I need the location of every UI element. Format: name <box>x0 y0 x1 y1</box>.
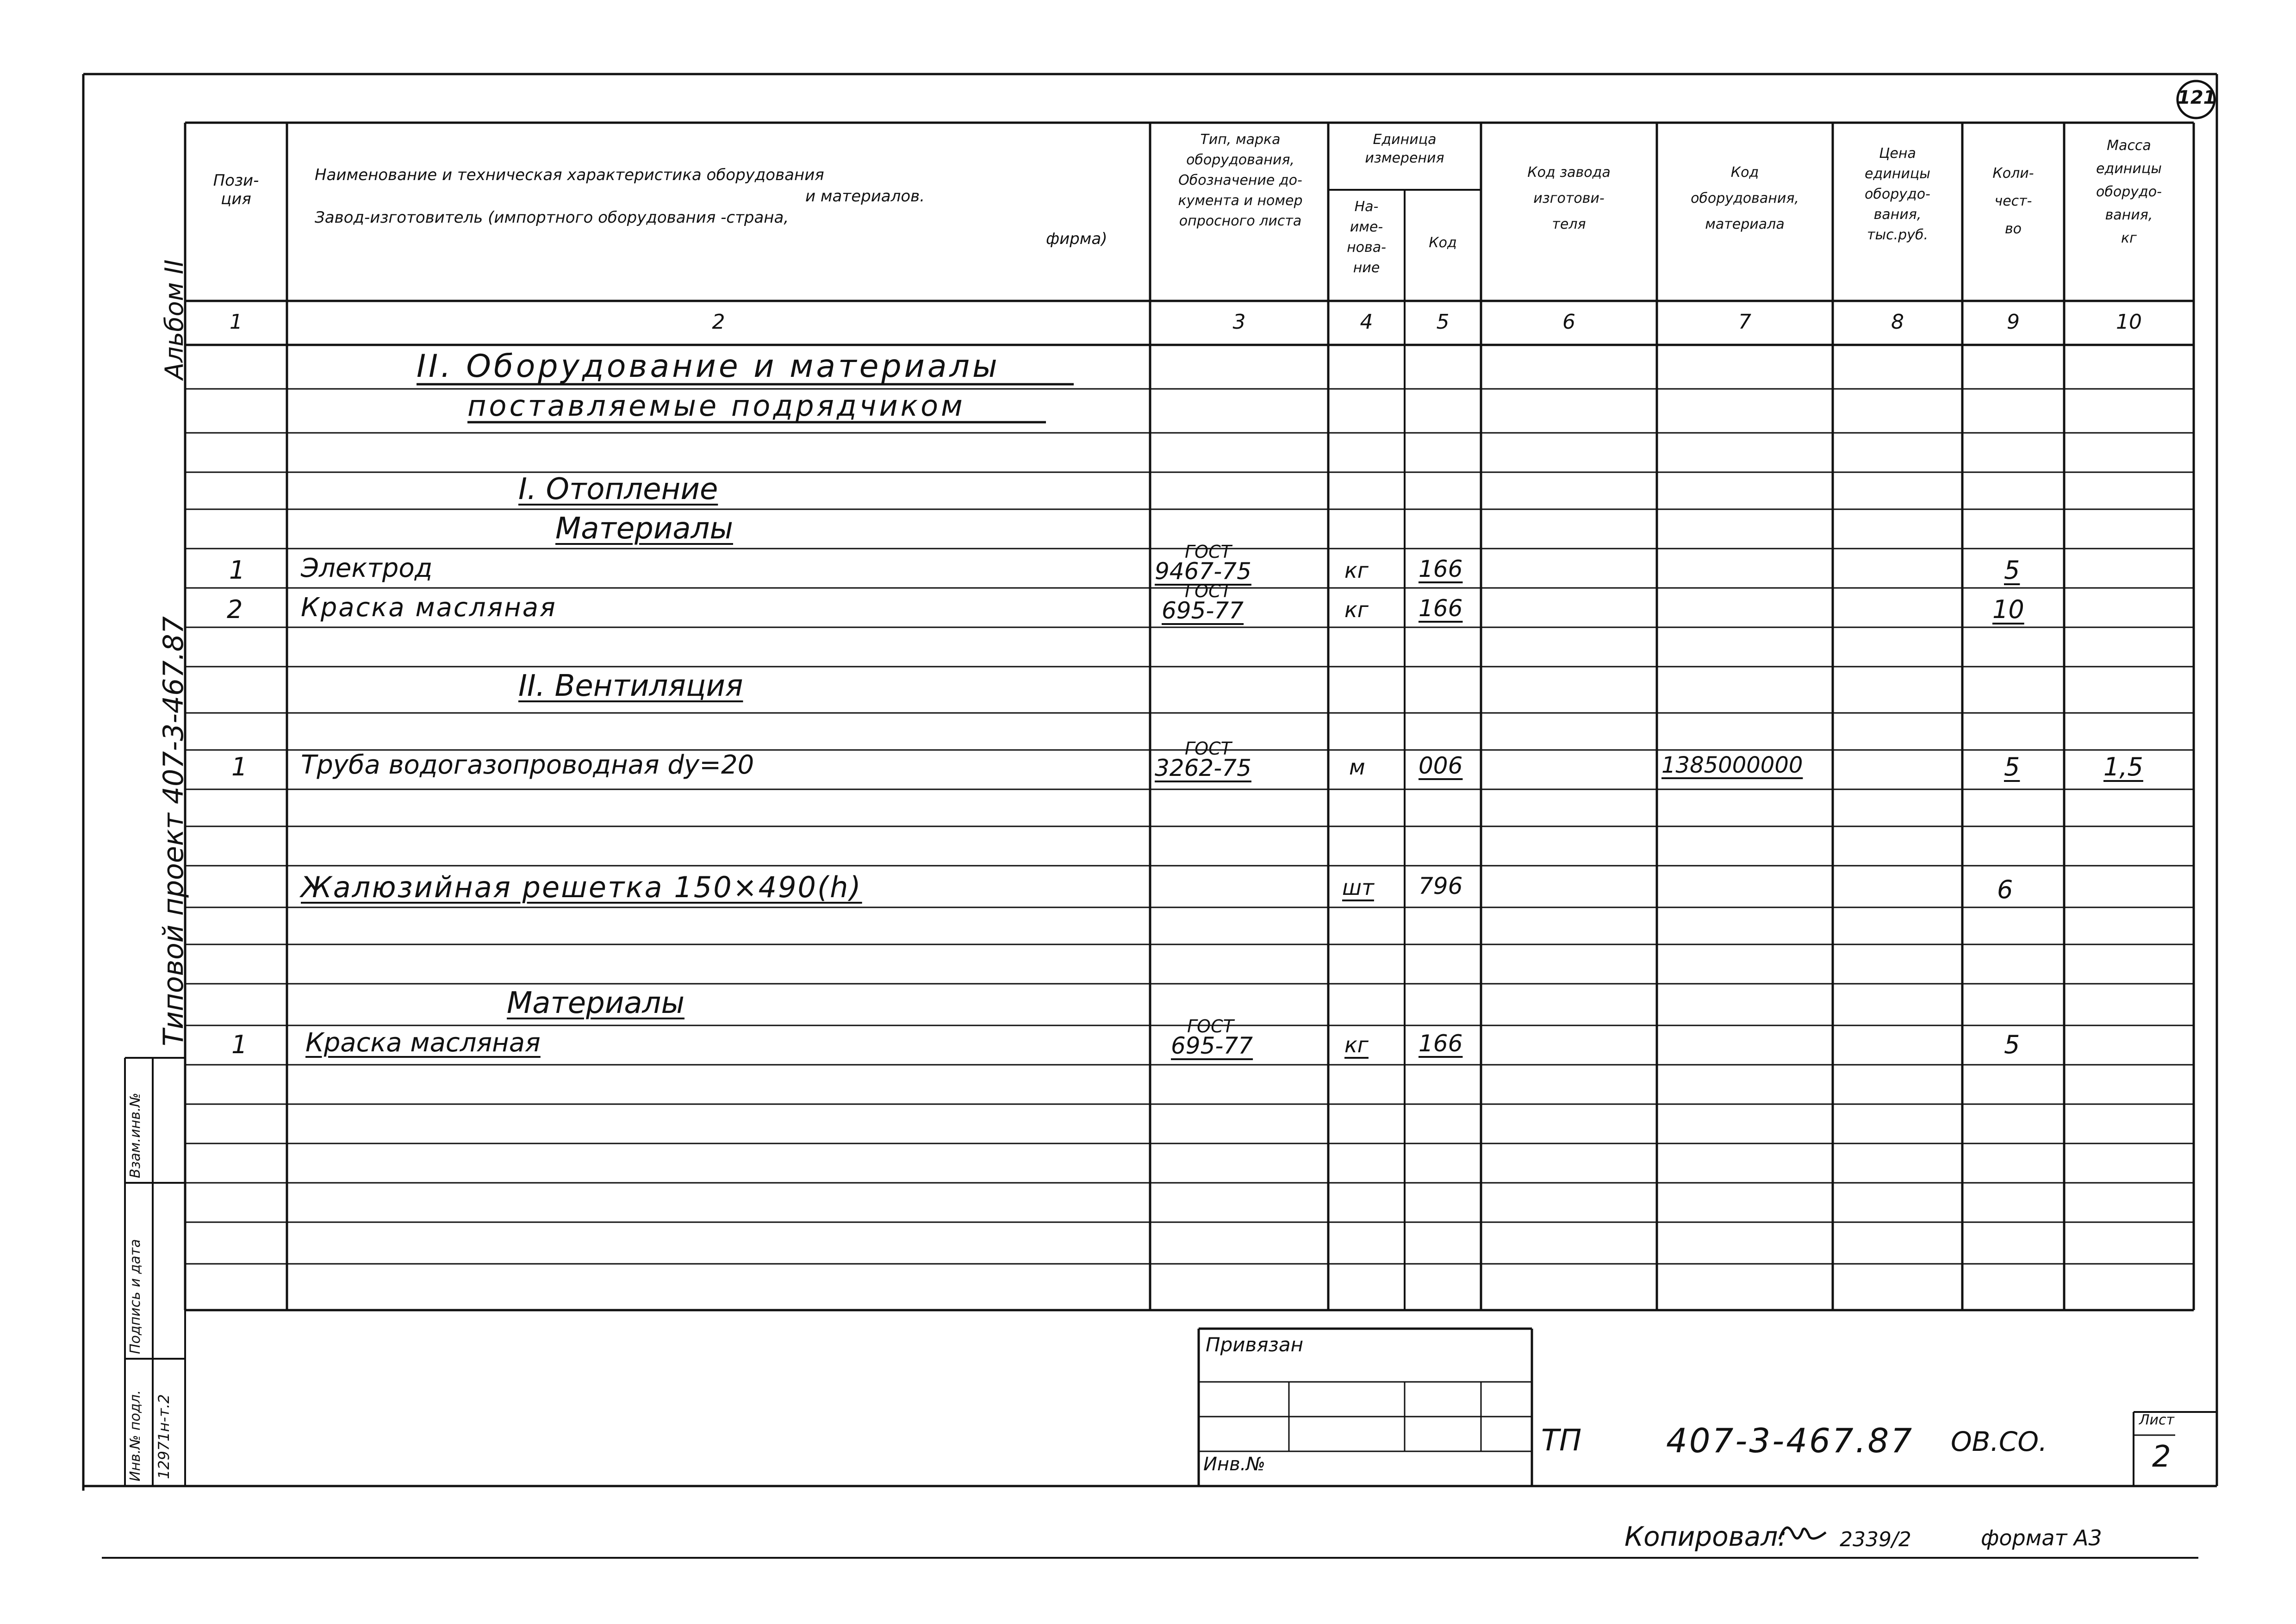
row2-qty: 10 <box>1992 595 2024 624</box>
row1-pos: 1 <box>229 556 245 585</box>
header-name-line3: Завод-изготовитель (импортного оборудования -страна, <box>315 208 789 227</box>
inv-no-label: Инв.№ <box>1203 1454 1265 1475</box>
row2-code: 166 <box>1419 595 1463 622</box>
header-unit-name: На- име- нова- ние <box>1347 199 1386 276</box>
colnum-4: 4 <box>1360 310 1373 334</box>
row1-qty: 5 <box>2004 556 2020 585</box>
stamp-label-inv: Инв.№ подл. <box>127 1390 143 1481</box>
copier-signature <box>1777 1516 1828 1549</box>
header-type: Тип, марка оборудования, Обозначение до- кумента и номер опросного листа <box>1178 131 1303 229</box>
header-name-line4: фирма) <box>1046 230 1108 248</box>
row3-qty: 5 <box>2004 752 2020 781</box>
row3-doc: 3262-75 <box>1155 755 1251 781</box>
row5-unit: кг <box>1344 1032 1369 1057</box>
mark: ОВ.СО. <box>1951 1426 2047 1457</box>
row5-doc-top: ГОСТ <box>1187 1016 1234 1037</box>
row1-unit: кг <box>1344 558 1369 583</box>
row3-pos: 1 <box>231 752 248 781</box>
inv-number: 12971н-т.2 <box>155 1394 173 1479</box>
row1-name: Электрод <box>301 553 433 583</box>
header-name-line2: и материалов. <box>805 187 925 206</box>
heading-materials-2: Материалы <box>507 986 684 1020</box>
header-name <box>296 164 1139 250</box>
album-label: Альбом II <box>160 259 189 380</box>
tp-label: ТП <box>1541 1424 1582 1458</box>
colnum-9: 9 <box>2007 310 2020 334</box>
row3-unit: м <box>1349 755 1365 780</box>
colnum-6: 6 <box>1562 310 1575 334</box>
row2-doc: 695-77 <box>1162 597 1244 624</box>
colnum-3: 3 <box>1232 310 1246 334</box>
colnum-7: 7 <box>1738 310 1751 334</box>
header-mass: Масса единицы оборудо- вания, кг <box>2096 137 2162 246</box>
colnum-1: 1 <box>230 310 243 334</box>
row3-mass: 1,5 <box>2103 752 2143 781</box>
row2-doc-top: ГОСТ <box>1185 581 1232 601</box>
format-label: формат А3 <box>1981 1525 2102 1550</box>
heading-heating: I. Отопление <box>518 472 718 506</box>
row5-qty: 5 <box>2004 1030 2020 1059</box>
row5-pos: 1 <box>231 1030 248 1059</box>
row3-equip-code: 1385000000 <box>1661 752 1803 778</box>
header-name-line1: Наименование и техническая характеристика оборудования <box>315 166 824 184</box>
colnum-8: 8 <box>1891 310 1904 334</box>
order-number: 2339/2 <box>1840 1528 1911 1551</box>
row2-unit: кг <box>1344 597 1369 622</box>
designation: 407-3-467.87 <box>1666 1421 1914 1460</box>
header-unit: Единица измерения <box>1365 131 1444 166</box>
section-title-line2: поставляемые подрядчиком <box>467 389 965 423</box>
header-quantity: Коли- чест- во <box>1992 165 2034 237</box>
row2-pos: 2 <box>227 595 243 624</box>
row1-code: 166 <box>1419 556 1463 582</box>
header-factory-code: Код завода изготови- теля <box>1527 164 1611 232</box>
row4-name: Жалюзийная решетка 150×490(h) <box>301 870 862 904</box>
row4-qty: 6 <box>1997 875 2013 904</box>
colnum-5: 5 <box>1436 310 1450 334</box>
stamp-label-replace: Взам.инв.№ <box>127 1093 143 1178</box>
copied-label: Копировал: <box>1624 1521 1787 1552</box>
row5-code: 166 <box>1419 1030 1463 1057</box>
row1-doc: 9467-75 <box>1155 558 1251 585</box>
colnum-10: 10 <box>2116 310 2142 334</box>
sheet-number: 2 <box>2152 1440 2171 1474</box>
row2-name: Краска масляная <box>301 593 557 623</box>
signature-icon <box>1777 1516 1828 1549</box>
row3-doc-top: ГОСТ <box>1185 738 1232 759</box>
row1-doc-top: ГОСТ <box>1185 542 1232 562</box>
row5-name: Краска масляная <box>305 1028 541 1058</box>
sheet-badge: 121 <box>2178 87 2216 108</box>
header-price: Цена единицы оборудо- вания, тыс.руб. <box>1865 145 1930 243</box>
header-position: Пози- ция <box>213 171 259 208</box>
heading-materials-1: Материалы <box>555 512 733 546</box>
sheet-label: Лист <box>2139 1412 2175 1428</box>
row3-name: Труба водогазопроводная dy=20 <box>301 750 754 780</box>
row3-code: 006 <box>1419 752 1463 779</box>
header-equip-code: Код оборудования, материала <box>1691 164 1799 232</box>
heading-ventilation: II. Вентиляция <box>518 669 743 703</box>
header-unit-code: Код <box>1429 235 1457 251</box>
stamp-label-sign: Подпись и дата <box>127 1239 143 1354</box>
privyazan-label: Привязан <box>1206 1333 1304 1356</box>
row5-doc: 695-77 <box>1171 1032 1253 1059</box>
row4-code: 796 <box>1419 873 1463 899</box>
colnum-2: 2 <box>712 310 725 334</box>
project-label: Типовой проект 407-3-467.87 <box>157 616 190 1046</box>
row4-unit: шт <box>1342 875 1374 900</box>
section-title-line1: II. Оборудование и материалы <box>417 348 1000 385</box>
